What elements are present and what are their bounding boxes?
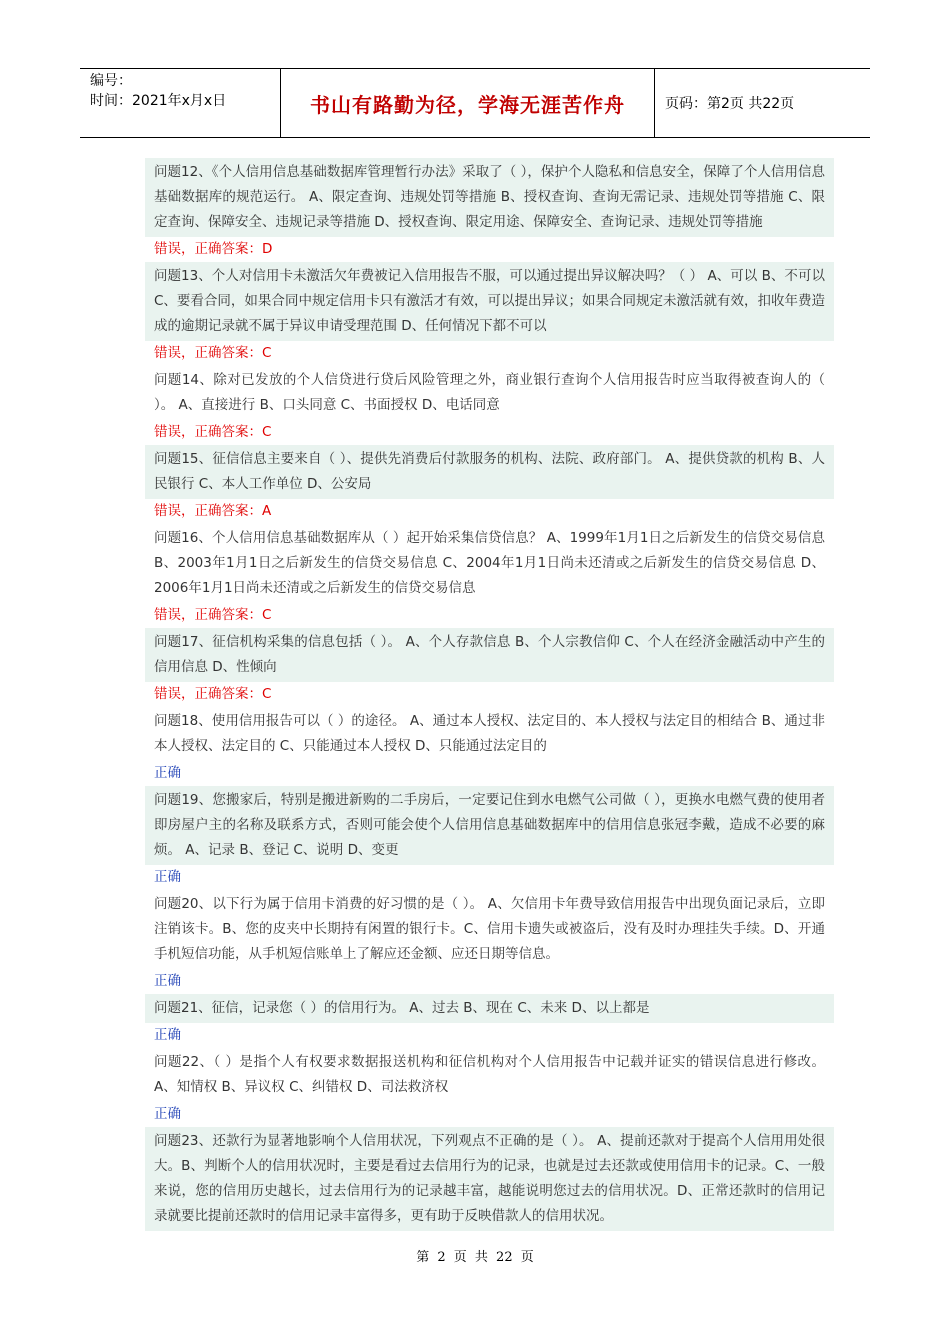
question-19: 问题19、您搬家后，特别是搬进新购的二手房后，一定要记住到水电燃气公司做（ ），更换水电燃气费的使用者即房屋户主的名称及联系方式，否则可能会使个人信用信息基础数据库中的信用信息张冠李戴，造成不必要的麻烦。 A、记录 B、登记 C、说明 D、变更 bbox=[145, 786, 834, 865]
question-list bbox=[145, 158, 834, 1231]
answer-22: 正确 bbox=[154, 1106, 181, 1122]
question-12: 问题12、《个人信用信息基础数据库管理暂行办法》采取了（ ），保护个人隐私和信息安全，保障了个人信用信息基础数据库的规范运行。 A、限定查询、违规处罚等措施 B、授权查询、查询无需记录、违规处罚等措施 C、限定查询、保障安全、违规记录等措施 D、授权查询、限定用途、保障安全、查询记录、违规处罚等措施 bbox=[145, 158, 834, 237]
question-22: 问题22、（ ）是指个人有权要求数据报送机构和征信机构对个人信用报告中记载并证实的错误信息进行修改。 A、知情权 B、异议权 C、纠错权 D、司法救济权 bbox=[145, 1048, 834, 1102]
answer-15: 错误，正确答案：A bbox=[154, 503, 272, 519]
answer-20: 正确 bbox=[154, 973, 181, 989]
answer-13: 错误，正确答案：C bbox=[154, 345, 272, 361]
header-meta bbox=[80, 69, 280, 137]
page-footer: 第 2 页 共 22 页 bbox=[416, 1250, 534, 1265]
answer-21: 正确 bbox=[154, 1027, 181, 1043]
answer-18: 正确 bbox=[154, 765, 181, 781]
question-16: 问题16、个人信用信息基础数据库从（ ）起开始采集信贷信息？ A、1999年1月1日之后新发生的信贷交易信息 B、2003年1月1日之后新发生的信贷交易信息 C、2004年1月1日尚未还清或之后新发生的信贷交易信息 D、2006年1月1日尚未还清或之后新发生的信贷交易信息 bbox=[145, 524, 834, 603]
question-20: 问题20、以下行为属于信用卡消费的好习惯的是（ ）。 A、欠信用卡年费导致信用报告中出现负面记录后，立即注销该卡。B、您的皮夹中长期持有闲置的银行卡。C、信用卡遗失或被盗后，没有及时办理挂失手续。D、开通手机短信功能，从手机短信账单上了解应还金额、应还日期等信息。 bbox=[145, 890, 834, 969]
header-page-label: 页码：第2页 共22页 bbox=[665, 96, 795, 112]
answer-16: 错误，正确答案：C bbox=[154, 607, 272, 623]
answer-12: 错误，正确答案：D bbox=[154, 241, 273, 257]
answer-19: 正确 bbox=[154, 869, 181, 885]
question-21: 问题21、征信，记录您（ ）的信用行为。 A、过去 B、现在 C、未来 D、以上都是 bbox=[145, 994, 834, 1023]
question-23: 问题23、还款行为显著地影响个人信用状况，下列观点不正确的是（ ）。 A、提前还款对于提高个人信用用处很大。B、判断个人的信用状况时，主要是看过去信用行为的记录，也就是过去还款或使用信用卡的记录。C、一般来说，您的信用历史越长，过去信用行为的记录越丰富，越能说明您过去的信用状况。D、正常还款时的信用记录就要比提前还款时的信用记录丰富得多，更有助于反映借款人的信用状况。 bbox=[145, 1127, 834, 1231]
page-header bbox=[80, 68, 870, 138]
question-14: 问题14、除对已发放的个人信贷进行贷后风险管理之外，商业银行查询个人信用报告时应当取得被查询人的（ ）。 A、直接进行 B、口头同意 C、书面授权 D、电话同意 bbox=[145, 366, 834, 420]
question-15: 问题15、征信信息主要来自（ ）、提供先消费后付款服务的机构、法院、政府部门。 A、提供贷款的机构 B、人民银行 C、本人工作单位 D、公安局 bbox=[145, 445, 834, 499]
answer-17: 错误，正确答案：C bbox=[154, 686, 272, 702]
document-number-label: 编号： bbox=[90, 73, 132, 89]
question-13: 问题13、个人对信用卡未激活欠年费被记入信用报告不服，可以通过提出异议解决吗？（ ） A、可以 B、不可以 C、要看合同，如果合同中规定信用卡只有激活才有效，可以提出异议；如果合同规定未激活就有效，扣收年费造成的逾期记录就不属于异议申请受理范围 D、任何情况下都不可以 bbox=[145, 262, 834, 341]
question-17: 问题17、征信机构采集的信息包括（ ）。 A、个人存款信息 B、个人宗教信仰 C、个人在经济金融活动中产生的信用信息 D、性倾向 bbox=[145, 628, 834, 682]
question-18: 问题18、使用信用报告可以（ ）的途径。 A、通过本人授权、法定目的、本人授权与法定目的相结合 B、通过非本人授权、法定目的 C、只能通过本人授权 D、只能通过法定目的 bbox=[145, 707, 834, 761]
document-time-label: 时间：2021年x月x日 bbox=[90, 93, 227, 109]
answer-14: 错误，正确答案：C bbox=[154, 424, 272, 440]
header-motto: 书山有路勤为径，学海无涯苦作舟 bbox=[280, 69, 655, 137]
